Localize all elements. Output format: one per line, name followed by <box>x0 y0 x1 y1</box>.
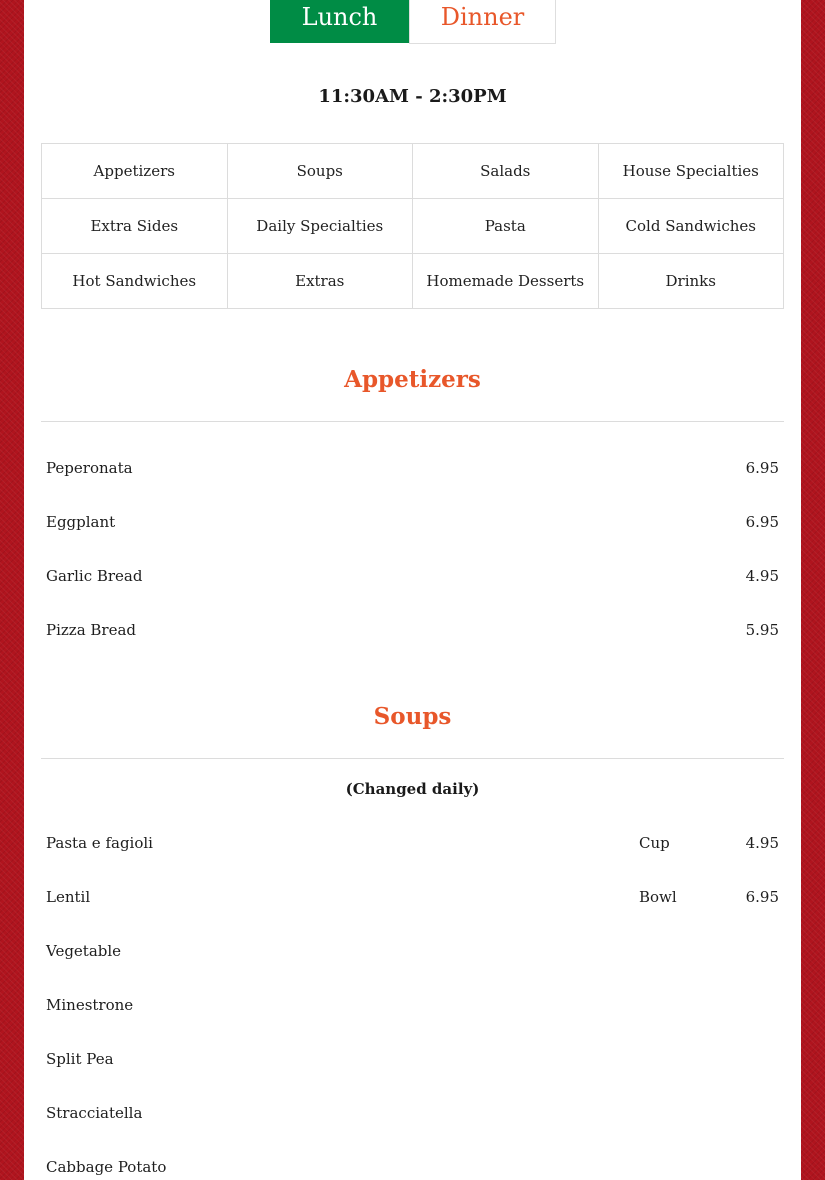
item-name: Stracciatella <box>46 1104 143 1122</box>
menu-page <box>24 0 801 1180</box>
menu-item <box>46 567 779 591</box>
item-name: Pasta e fagioli <box>46 834 153 852</box>
menu-item <box>46 996 779 1020</box>
item-size: Cup <box>639 834 670 852</box>
section-divider <box>41 421 784 422</box>
menu-item <box>46 1050 779 1074</box>
item-price: 4.95 <box>745 567 779 585</box>
item-price: 6.95 <box>745 513 779 531</box>
category-link-soups[interactable]: Soups <box>227 144 413 199</box>
menu-item <box>46 1104 779 1128</box>
category-link-cold-sandwiches[interactable]: Cold Sandwiches <box>598 199 784 254</box>
item-size: Bowl <box>639 888 677 906</box>
category-link-drinks[interactable]: Drinks <box>598 254 784 309</box>
menu-item <box>46 459 779 483</box>
category-link-extras[interactable]: Extras <box>227 254 413 309</box>
menu-item <box>46 834 779 858</box>
category-link-extra-sides[interactable]: Extra Sides <box>42 199 228 254</box>
meal-tabs <box>270 0 556 44</box>
category-link-appetizers[interactable]: Appetizers <box>42 144 228 199</box>
item-price: 6.95 <box>745 459 779 477</box>
item-name: Vegetable <box>46 942 122 960</box>
category-link-homemade-desserts[interactable]: Homemade Desserts <box>413 254 599 309</box>
category-nav <box>41 143 784 309</box>
menu-item <box>46 942 779 966</box>
item-name: Garlic Bread <box>46 567 143 585</box>
item-name: Cabbage Potato <box>46 1158 167 1176</box>
category-link-daily-specialties[interactable]: Daily Specialties <box>227 199 413 254</box>
menu-item <box>46 888 779 912</box>
soups-note: (Changed daily) <box>345 780 480 798</box>
menu-item <box>46 513 779 537</box>
category-link-salads[interactable]: Salads <box>413 144 599 199</box>
item-price: 4.95 <box>745 834 779 852</box>
section-title-appetizers: Appetizers <box>344 366 481 393</box>
item-name: Eggplant <box>46 513 116 531</box>
item-name: Lentil <box>46 888 91 906</box>
category-link-pasta[interactable]: Pasta <box>413 199 599 254</box>
menu-item <box>46 1158 779 1180</box>
item-name: Split Pea <box>46 1050 114 1068</box>
category-link-hot-sandwiches[interactable]: Hot Sandwiches <box>42 254 228 309</box>
item-name: Peperonata <box>46 459 133 477</box>
item-price: 5.95 <box>745 621 779 639</box>
section-title-soups: Soups <box>373 703 452 730</box>
category-link-house-specialties[interactable]: House Specialties <box>598 144 784 199</box>
item-price: 6.95 <box>745 888 779 906</box>
item-name: Pizza Bread <box>46 621 137 639</box>
service-hours: 11:30AM - 2:30PM <box>318 86 507 107</box>
tab-lunch[interactable]: Lunch <box>270 0 409 43</box>
section-divider <box>41 758 784 759</box>
menu-item <box>46 621 779 645</box>
item-name: Minestrone <box>46 996 134 1014</box>
tab-dinner[interactable]: Dinner <box>409 0 556 44</box>
